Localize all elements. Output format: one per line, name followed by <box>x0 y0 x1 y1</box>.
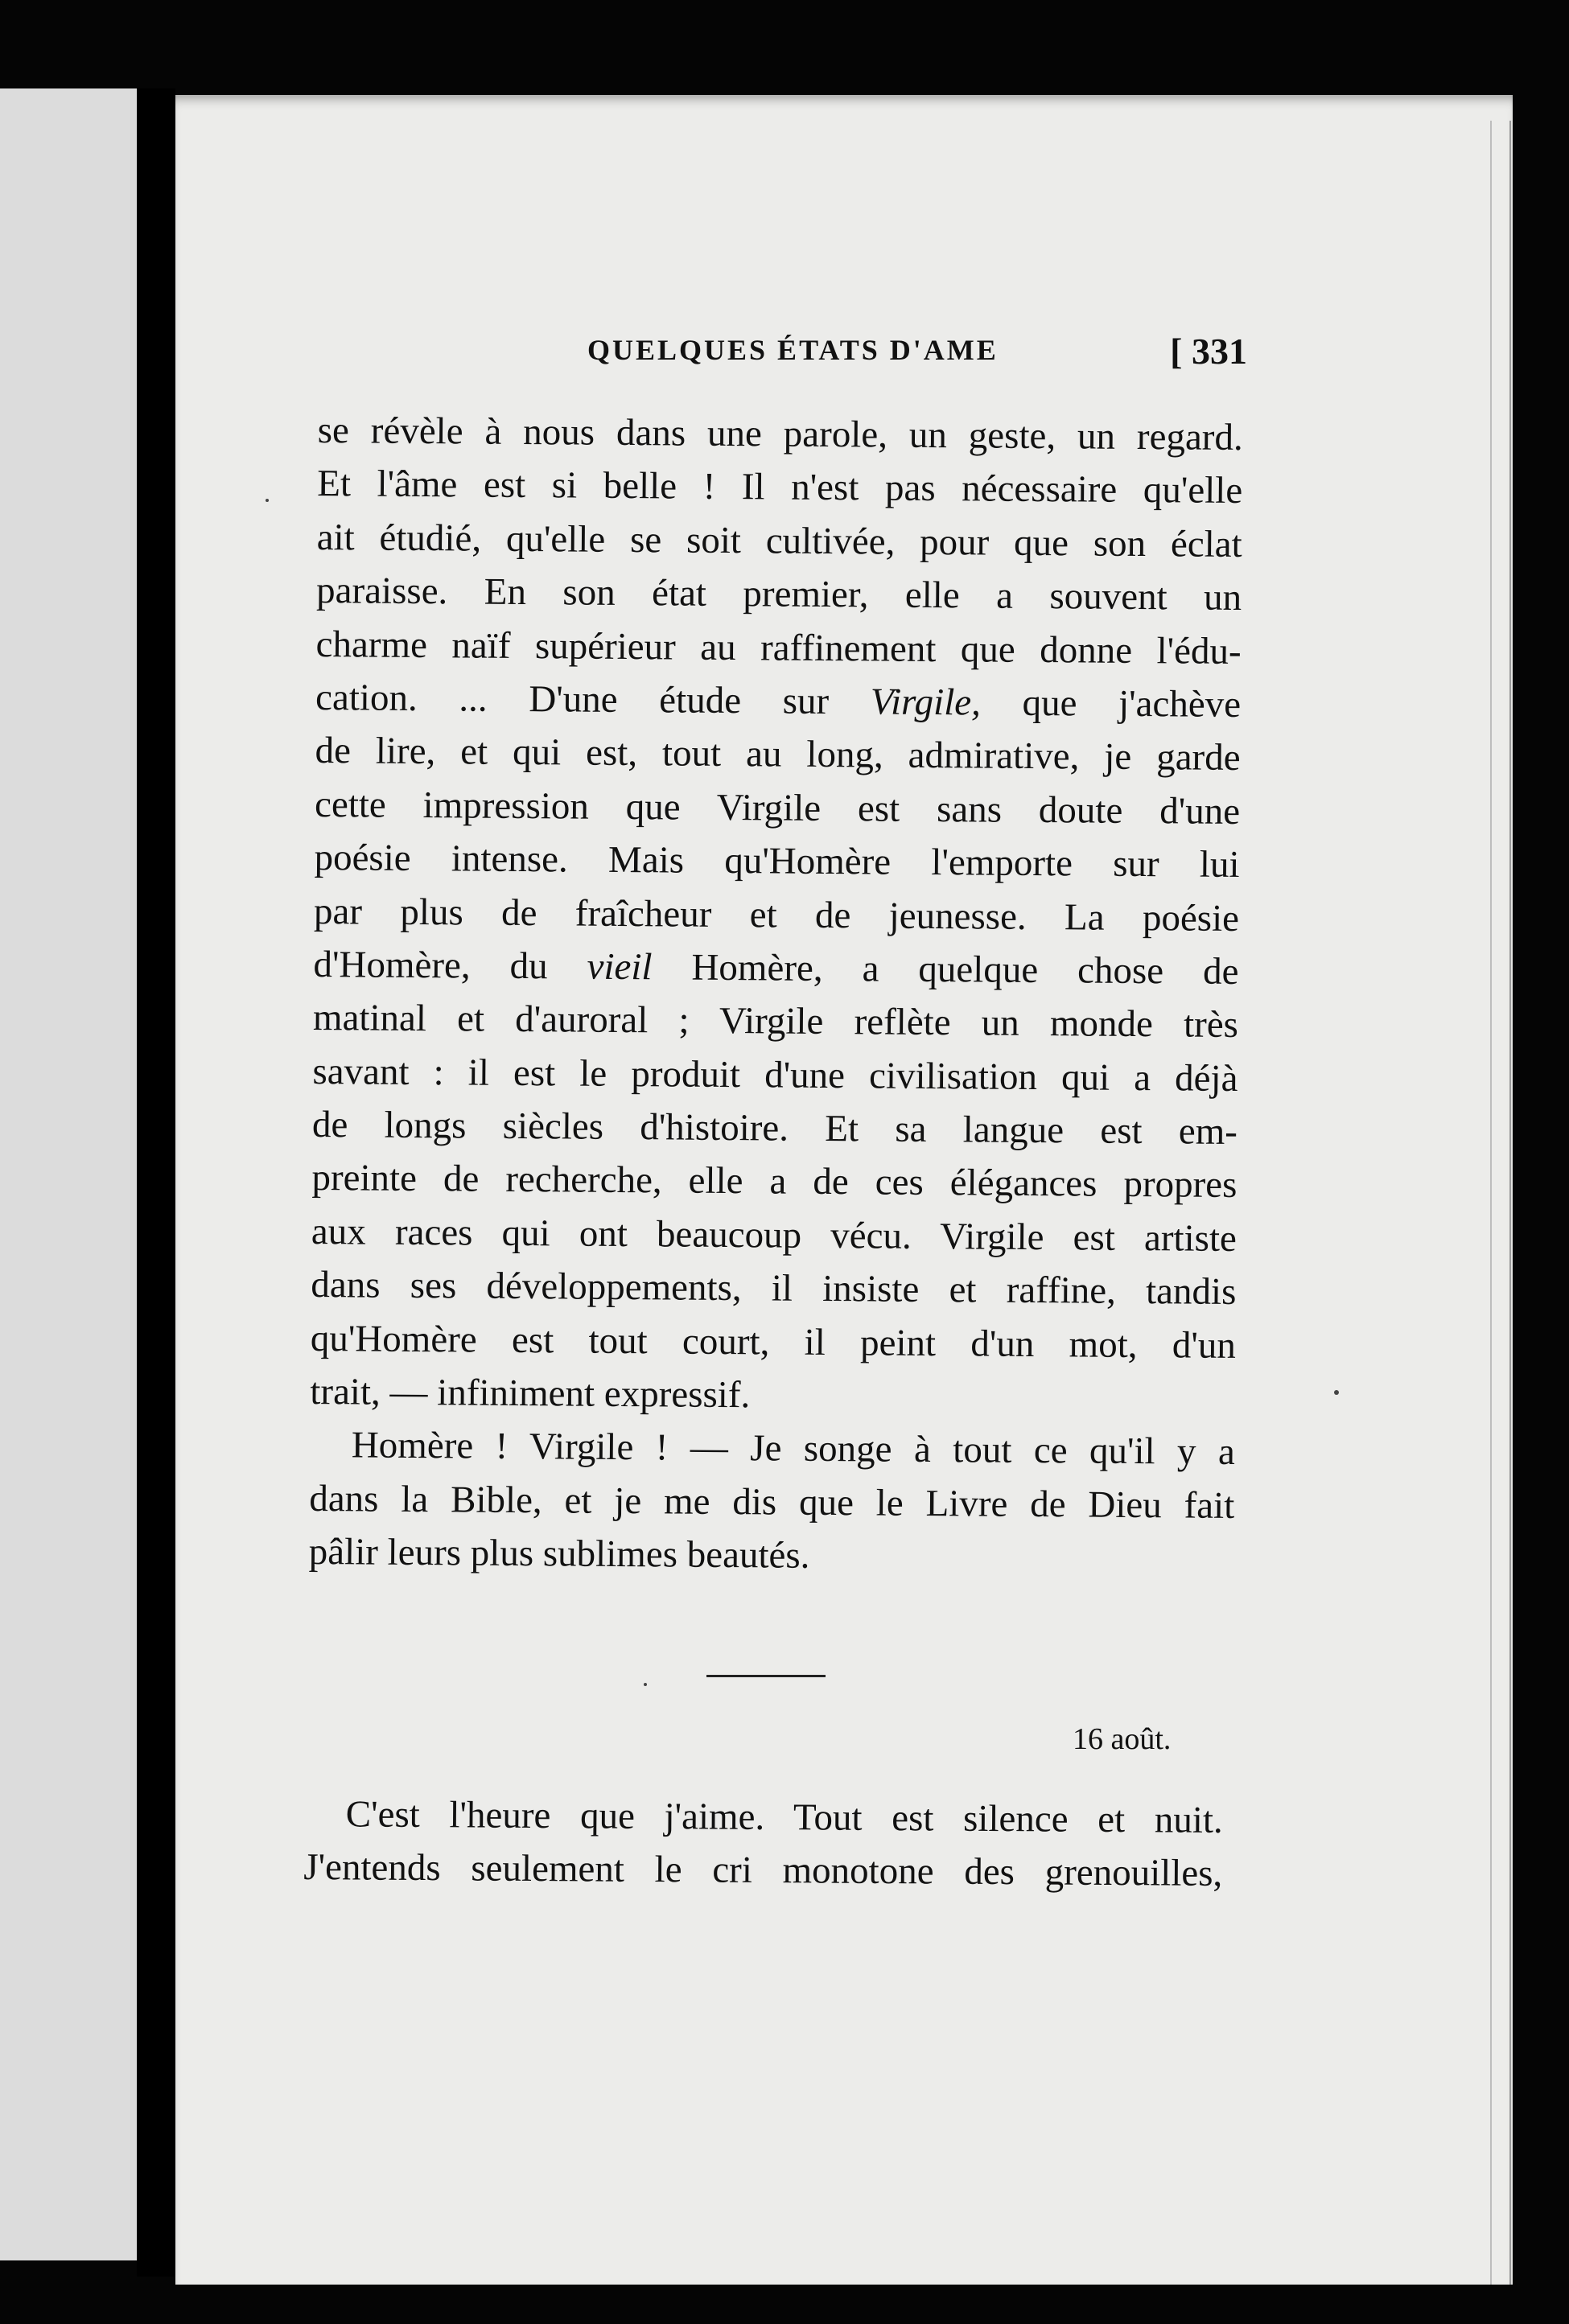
text-line: Et l'âme est si belle ! Il n'est pas nécessaire qu'elle <box>317 463 1243 512</box>
text-segment: Homère, a quelque chose de <box>652 946 1239 993</box>
section-separator-rule <box>706 1675 826 1677</box>
text-line: dans ses développements, il insiste et raffine, tandis <box>311 1264 1237 1314</box>
text-segment: que j'achève <box>980 681 1242 726</box>
text-line: aux races qui ont beaucoup vécu. Virgile est artiste <box>311 1210 1237 1260</box>
book-gutter <box>137 88 175 2277</box>
text-segment: cation. ... D'une étude sur <box>315 676 871 723</box>
text-line: dans la Bible, et je me dis que le Livre de Dieu fait <box>309 1477 1235 1527</box>
running-header <box>587 330 1247 378</box>
italic-word-vieil: vieil <box>587 945 653 989</box>
text-line-with-italic <box>313 938 1238 998</box>
page-number: [ 331 <box>1170 331 1247 372</box>
text-line: pâlir leurs plus sublimes beautés. <box>308 1531 810 1577</box>
text-line: se révèle à nous dans une parole, un geste, un regard. <box>317 409 1243 459</box>
italic-title-virgile: Virgile, <box>870 681 982 724</box>
text-line: charme naïf supérieur au raffinement que donne l'édu- <box>315 623 1242 673</box>
text-line: cette impression que Virgile est sans doute d'une <box>314 783 1241 833</box>
text-line: J'entends seulement le cri monotone des grenouilles, <box>303 1846 1223 1895</box>
text-line: qu'Homère est tout court, il peint d'un mot, d'un <box>310 1317 1237 1367</box>
text-line: savant : il est le produit d'une civilisation qui a déjà <box>312 1050 1238 1100</box>
paper-speck <box>644 1683 647 1686</box>
text-line: C'est l'heure que j'aime. Tout est silence et nuit. <box>345 1793 1223 1841</box>
text-line-with-italic <box>315 671 1241 731</box>
text-line: par plus de fraîcheur et de jeunesse. La poésie <box>313 890 1240 940</box>
text-line: trait, — infiniment expressif. <box>310 1370 751 1417</box>
diary-entry <box>303 1787 1223 1901</box>
paper-speck <box>266 499 269 502</box>
facing-page-edge <box>0 88 137 2260</box>
text-line: de longs siècles d'histoire. Et sa langue est em- <box>311 1104 1238 1154</box>
body-paragraphs <box>309 404 1243 1586</box>
diary-date: 16 août. <box>1073 1722 1172 1756</box>
page-right-edge <box>1490 121 1511 2285</box>
text-line: paraisse. En son état premier, elle a souvent un <box>315 570 1242 619</box>
text-line: matinal et d'auroral ; Virgile reflète un monde très <box>312 997 1239 1047</box>
text-segment: d'Homère, du <box>313 943 587 988</box>
text-line: Homère ! Virgile ! — Je songe à tout ce qu'il y a <box>351 1424 1236 1474</box>
text-line: ait étudié, qu'elle se soit cultivée, pour que son éclat <box>316 516 1242 566</box>
text-line: preinte de recherche, elle a de ces élégances propres <box>311 1157 1237 1207</box>
running-title: QUELQUES ÉTATS D'AME <box>587 334 999 366</box>
paper-speck <box>1334 1390 1339 1395</box>
text-line: de lire, et qui est, tout au long, admirative, je garde <box>315 730 1241 779</box>
text-line: poésie intense. Mais qu'Homère l'emporte sur lui <box>314 837 1240 886</box>
